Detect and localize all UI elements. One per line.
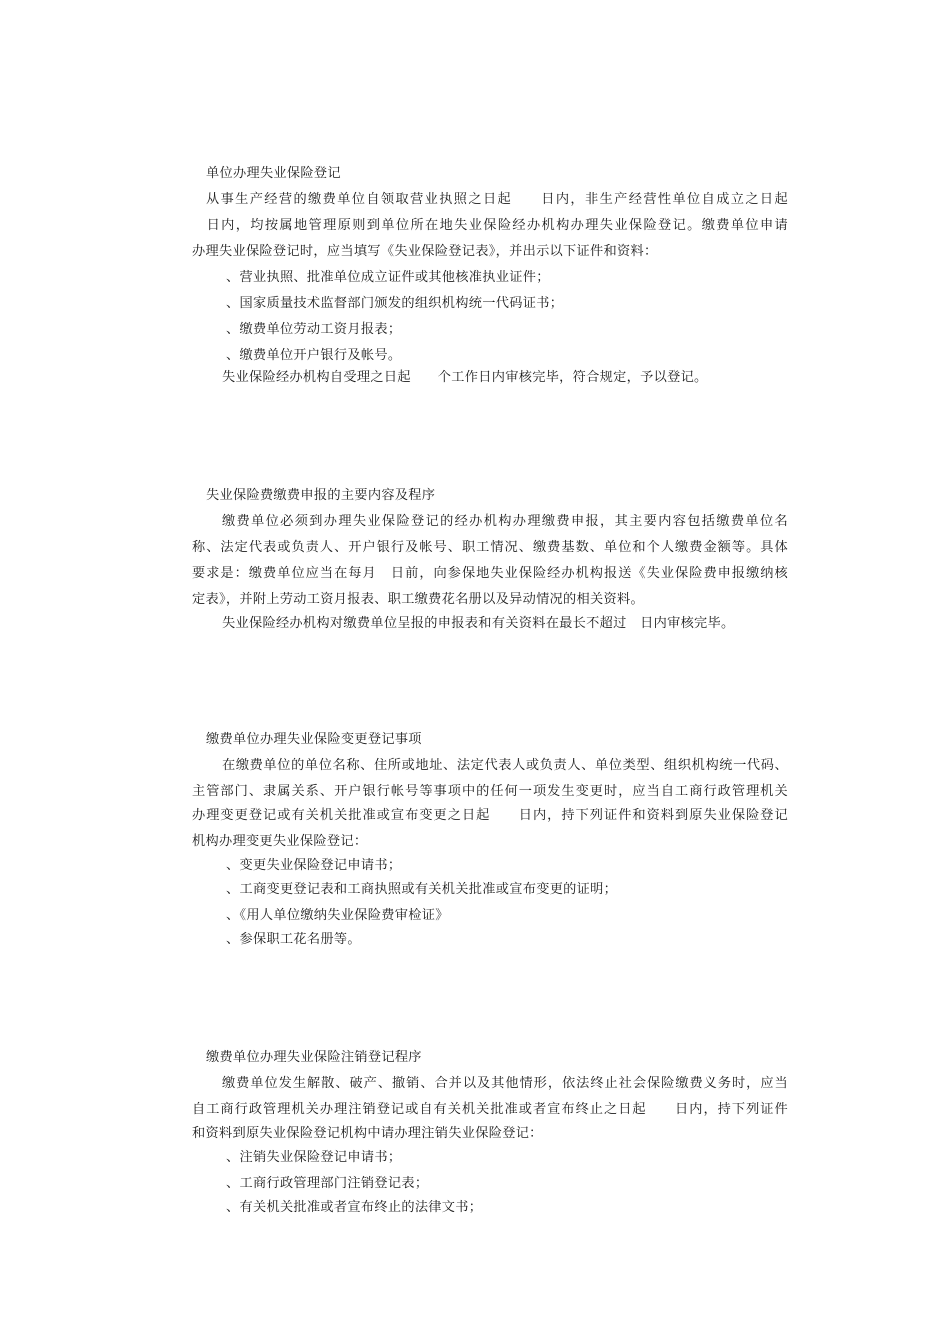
paragraph-line: 称、法定代表或负责人、开户银行及帐号、职工情况、缴费基数、单位和个人缴费金额等。具体 [192, 540, 788, 555]
paragraph-line: 在缴费单位的单位名称、住所或地址、法定代表人或负责人、单位类型、组织机构统一代码、 [222, 758, 788, 773]
paragraph-line: 要求是：缴费单位应当在每月 日前，向参保地失业保险经办机构报送《失业保险费申报缴纳核 [192, 566, 788, 581]
paragraph-line: 从事生产经营的缴费单位自领取营业执照之日起 日内，非生产经营性单位自成立之日起 [206, 192, 788, 207]
paragraph-line: 办理变更登记或有关机关批准或宣布变更之日起 日内，持下列证件和资料到原失业保险登记 [192, 808, 788, 823]
paragraph-line: 失业保险经办机构自受理之日起 个工作日内审核完毕，符合规定，予以登记。 [222, 370, 708, 385]
list-item: 、国家质量技术监督部门颁发的组织机构统一代码证书； [226, 296, 564, 311]
section-title: 单位办理失业保险登记 [206, 166, 341, 181]
list-item: 、变更失业保险登记申请书； [226, 858, 402, 873]
list-item: 、注销失业保险登记申请书； [226, 1150, 402, 1165]
section-title: 缴费单位办理失业保险注销登记程序 [206, 1050, 422, 1065]
list-item: 、参保职工花名册等。 [226, 932, 361, 947]
paragraph-line: 机构办理变更失业保险登记： [192, 834, 368, 849]
list-item: 、《用人单位缴纳失业保险费审检证》 [226, 908, 449, 923]
list-item: 、工商行政管理部门注销登记表； [226, 1176, 429, 1191]
list-item: 、工商变更登记表和工商执照或有关机关批准或宣布变更的证明； [226, 882, 618, 897]
paragraph-line: 定表》，并附上劳动工资月报表、职工缴费花名册以及异动情况的相关资料。 [192, 592, 644, 607]
paragraph-line: 和资料到原失业保险登记机构中请办理注销失业保险登记： [192, 1126, 543, 1141]
section-title: 缴费单位办理失业保险变更登记事项 [206, 732, 422, 747]
paragraph-line: 缴费单位必须到办理失业保险登记的经办机构办理缴费申报，其主要内容包括缴费单位名 [222, 514, 788, 529]
paragraph-line: 自工商行政管理机关办理注销登记或自有关机关批准或者宣布终止之日起 日内，持下列证件 [192, 1102, 788, 1117]
list-item: 、缴费单位开户银行及帐号。 [226, 348, 402, 363]
paragraph-line: 失业保险经办机构对缴费单位呈报的申报表和有关资料在最长不超过 日内审核完毕。 [222, 616, 735, 631]
section-title: 失业保险费缴费申报的主要内容及程序 [206, 488, 436, 503]
paragraph-line: 办理失业保险登记时，应当填写《失业保险登记表》，并出示以下证件和资料： [192, 244, 658, 259]
paragraph-line: 主管部门、隶属关系、开户银行帐号等事项中的任何一项发生变更时，应当自工商行政管理机关 [192, 784, 788, 799]
list-item: 、缴费单位劳动工资月报表； [226, 322, 402, 337]
paragraph-line: 日内，均按属地管理原则到单位所在地失业保险经办机构办理失业保险登记。缴费单位申请 [192, 218, 788, 233]
paragraph-line: 缴费单位发生解散、破产、撤销、合并以及其他情形，依法终止社会保险缴费义务时，应当 [222, 1076, 788, 1091]
list-item: 、有关机关批准或者宣布终止的法律文书； [226, 1200, 483, 1215]
list-item: 、营业执照、批准单位成立证件或其他核准执业证件； [226, 270, 550, 285]
